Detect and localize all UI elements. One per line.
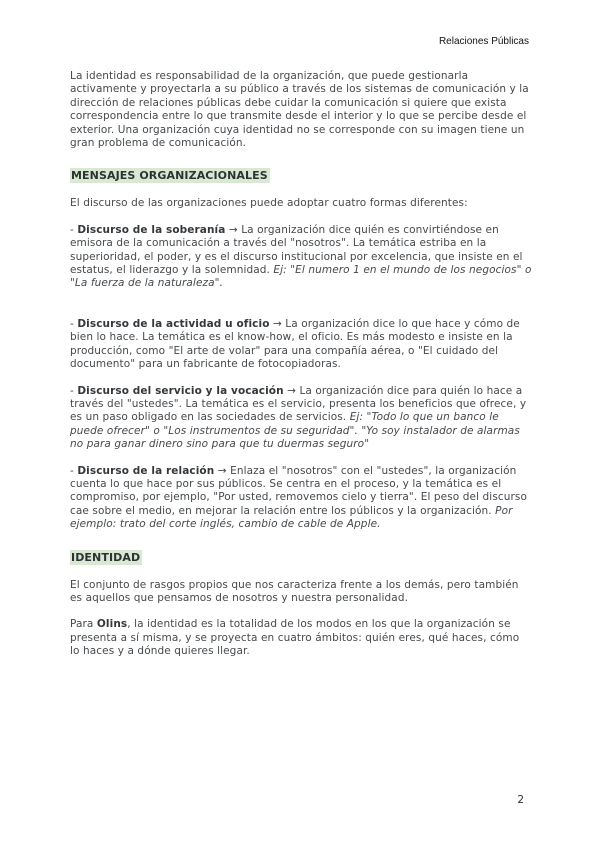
discourse-item-relacion — [70, 465, 532, 532]
discourse-example: Por ejemplo: trato del corte inglés, cambio de cable de Apple. — [70, 504, 513, 531]
discourse-item-servicio — [70, 385, 532, 452]
heading-highlight: IDENTIDAD — [71, 550, 141, 564]
discourse-example: Ej: "Todo lo que un banco le puede ofrecer" o "Los instrumentos de su seguridad". "Yo soy instalador de alarmas no para ganar dinero sino para que tu duermas seguro" — [70, 411, 520, 451]
page-number: 2 — [517, 794, 524, 806]
running-header: Relaciones Públicas — [438, 36, 529, 47]
author-name: Olins — [96, 618, 128, 631]
discourse-title: Discurso de la relación — [77, 464, 215, 477]
discourse-body: → La organización dice para quién lo hace a través del "ustedes". La temática es el servicio, presenta los beneficios que ofrece, y es un paso obligado en las sociedades de servicios. — [70, 384, 527, 424]
mensajes-lead-paragraph: El discurso de las organizaciones puede adoptar cuatro formas diferentes: — [70, 197, 468, 210]
identidad-paragraph-2 — [70, 618, 532, 658]
discourse-title: Discurso de la actividad u oficio — [77, 317, 270, 330]
discourse-item-actividad — [70, 318, 532, 372]
bullet-dash: - — [70, 317, 78, 330]
discourse-body: → La organización dice lo que hace y cómo de bien lo hace. La temática es el know-how, el oficio. Es más modesto e insiste en la producción, como "El arte de volar" para una compañía aérea, o "El cuidado del documento" para un fabricante de fotocopiadoras. — [70, 317, 520, 371]
identidad-paragraph-1: El conjunto de rasgos propios que nos caracteriza frente a los demás, pero también es aquellos que pensamos de nosotros y nuestra personalidad. — [70, 578, 519, 604]
discourse-body: → La organización dice quién es convirtiéndose en emisora de la comunicación a través del "nosotros". La temática estriba en la superioridad, el poder, y es el discurso institucional por excelencia, que insiste en el estatus, el liderazgo y la solemnidad. — [70, 223, 523, 277]
bullet-dash: - — [70, 223, 78, 236]
section-heading-identidad — [70, 551, 532, 565]
discourse-item-soberania — [70, 224, 532, 291]
bullet-dash: - — [70, 384, 78, 397]
discourse-title: Discurso del servicio y la vocación — [77, 384, 284, 397]
heading-highlight: MENSAJES ORGANIZACIONALES — [71, 169, 268, 183]
discourse-title: Discurso de la soberanía — [77, 223, 226, 236]
page-content — [70, 70, 532, 672]
discourse-body: → Enlaza el "nosotros" con el "ustedes", la organización cuenta lo que hace por sus públicos. Se centra en el proceso, y la temática es el compromiso, por ejemplo, "Por usted, removemos cielo y tierra". El peso del discurso cae sobre el medio, en mejorar la relación entre los públicos y la organización. — [70, 464, 528, 517]
section-heading-mensajes — [70, 169, 532, 183]
text-run: , la identidad es la totalidad de los modos en los que la organización se presenta a sí misma, y se proyecta en cuatro ámbitos: quién eres, qué haces, cómo lo haces y a dónde quieres llegar. — [70, 618, 520, 658]
intro-paragraph: La identidad es responsabilidad de la organización, que puede gestionarla activamente y proyectarla a su público a través de los sistemas de comunicación y la dirección de relaciones públicas debe cuidar la comunicación si quiere que exista correspondencia entre lo que transmite desde el interior y lo que se percibe desde el exterior. Una organización cuya identidad no se corresponde con su imagen tiene un gran problema de comunicación. — [70, 70, 529, 150]
discourse-example: Ej: "El numero 1 en el mundo de los negocios" o "La fuerza de la naturaleza". — [70, 264, 532, 290]
text-run: Para — [70, 618, 97, 631]
bullet-dash: - — [70, 464, 78, 477]
